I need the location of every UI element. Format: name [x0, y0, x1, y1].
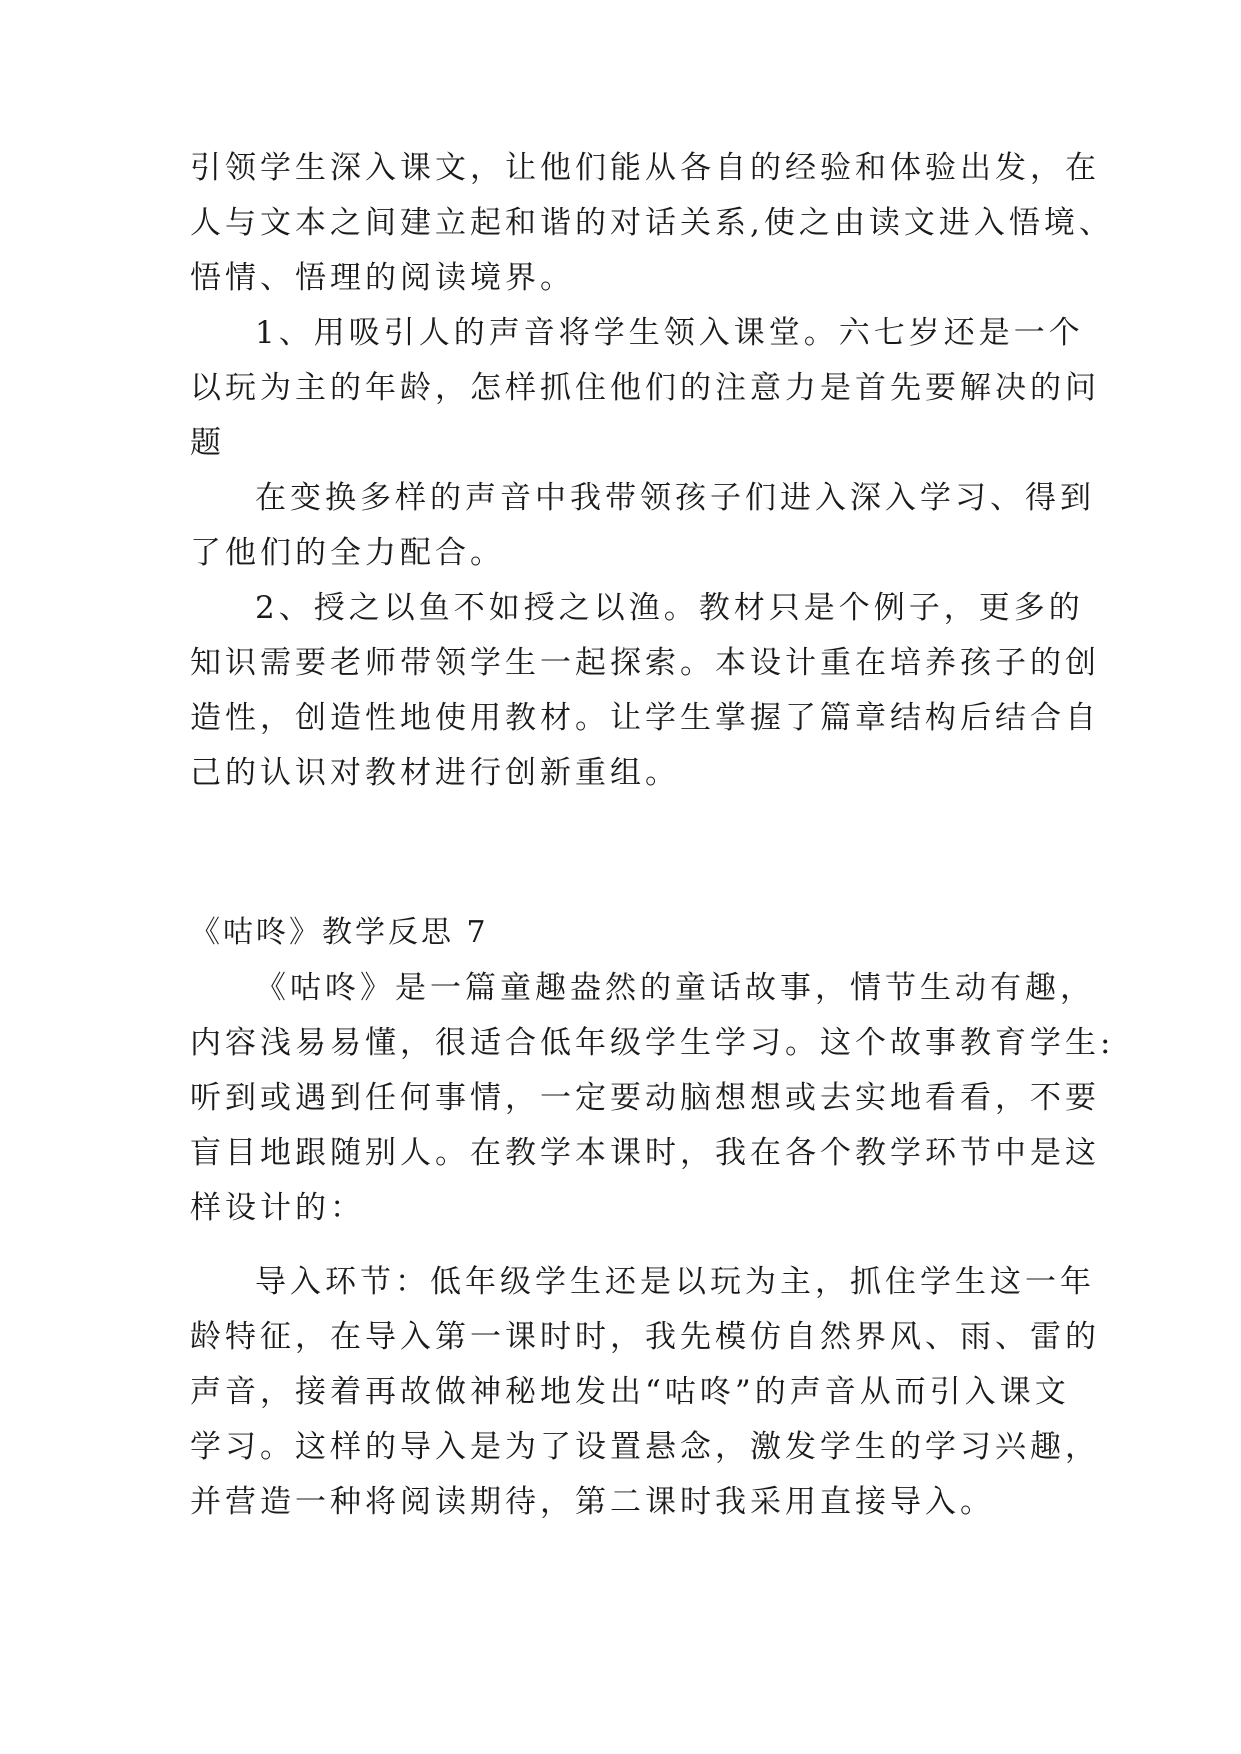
text-line: 学习。这样的导入是为了设置悬念，激发学生的学习兴趣， [190, 1429, 1100, 1465]
text-line: 在变换多样的声音中我带领孩子们进入深入学习、得到 [255, 480, 1095, 516]
text-line: 己的认识对教材进行创新重组。 [190, 755, 680, 791]
text-line: 以玩为主的年龄，怎样抓住他们的注意力是首先要解决的问 [190, 370, 1100, 406]
text-line: 听到或遇到任何事情，一定要动脑想想或去实地看看，不要 [190, 1080, 1100, 1116]
text-line: 悟情、悟理的阅读境界。 [190, 260, 575, 296]
text-line: 声音，接着再故做神秘地发出“咕咚”的声音从而引入课文 [190, 1374, 1070, 1410]
text-line: 内容浅易易懂，很适合低年级学生学习。这个故事教育学生: [190, 1025, 1115, 1061]
text-line: 龄特征，在导入第一课时时，我先模仿自然界风、雨、雷的 [190, 1319, 1100, 1355]
text-line: 样设计的： [190, 1190, 365, 1226]
text-line: 引领学生深入课文，让他们能从各自的经验和体验出发，在 [190, 150, 1100, 186]
text-line: 人与文本之间建立起和谐的对话关系,使之由读文进入悟境、 [190, 205, 1114, 241]
text-line: 并营造一种将阅读期待，第二课时我采用直接导入。 [190, 1484, 995, 1520]
text-line: 1、用吸引人的声音将学生领入课堂。六七岁还是一个 [255, 315, 1084, 351]
text-line: 导入环节：低年级学生还是以玩为主，抓住学生这一年 [255, 1264, 1095, 1300]
text-line: 《咕咚》是一篇童趣盎然的童话故事，情节生动有趣， [255, 970, 1095, 1006]
text-line: 盲目地跟随别人。在教学本课时，我在各个教学环节中是这 [190, 1135, 1100, 1171]
text-line: 了他们的全力配合。 [190, 535, 505, 571]
text-line: 题 [190, 425, 225, 461]
section-title: 《咕咚》教学反思 7 [190, 915, 489, 950]
text-line: 2、授之以鱼不如授之以渔。教材只是个例子，更多的 [255, 590, 1084, 626]
text-line: 知识需要老师带领学生一起探索。本设计重在培养孩子的创 [190, 645, 1100, 681]
text-line: 造性，创造性地使用教材。让学生掌握了篇章结构后结合自 [190, 700, 1100, 736]
